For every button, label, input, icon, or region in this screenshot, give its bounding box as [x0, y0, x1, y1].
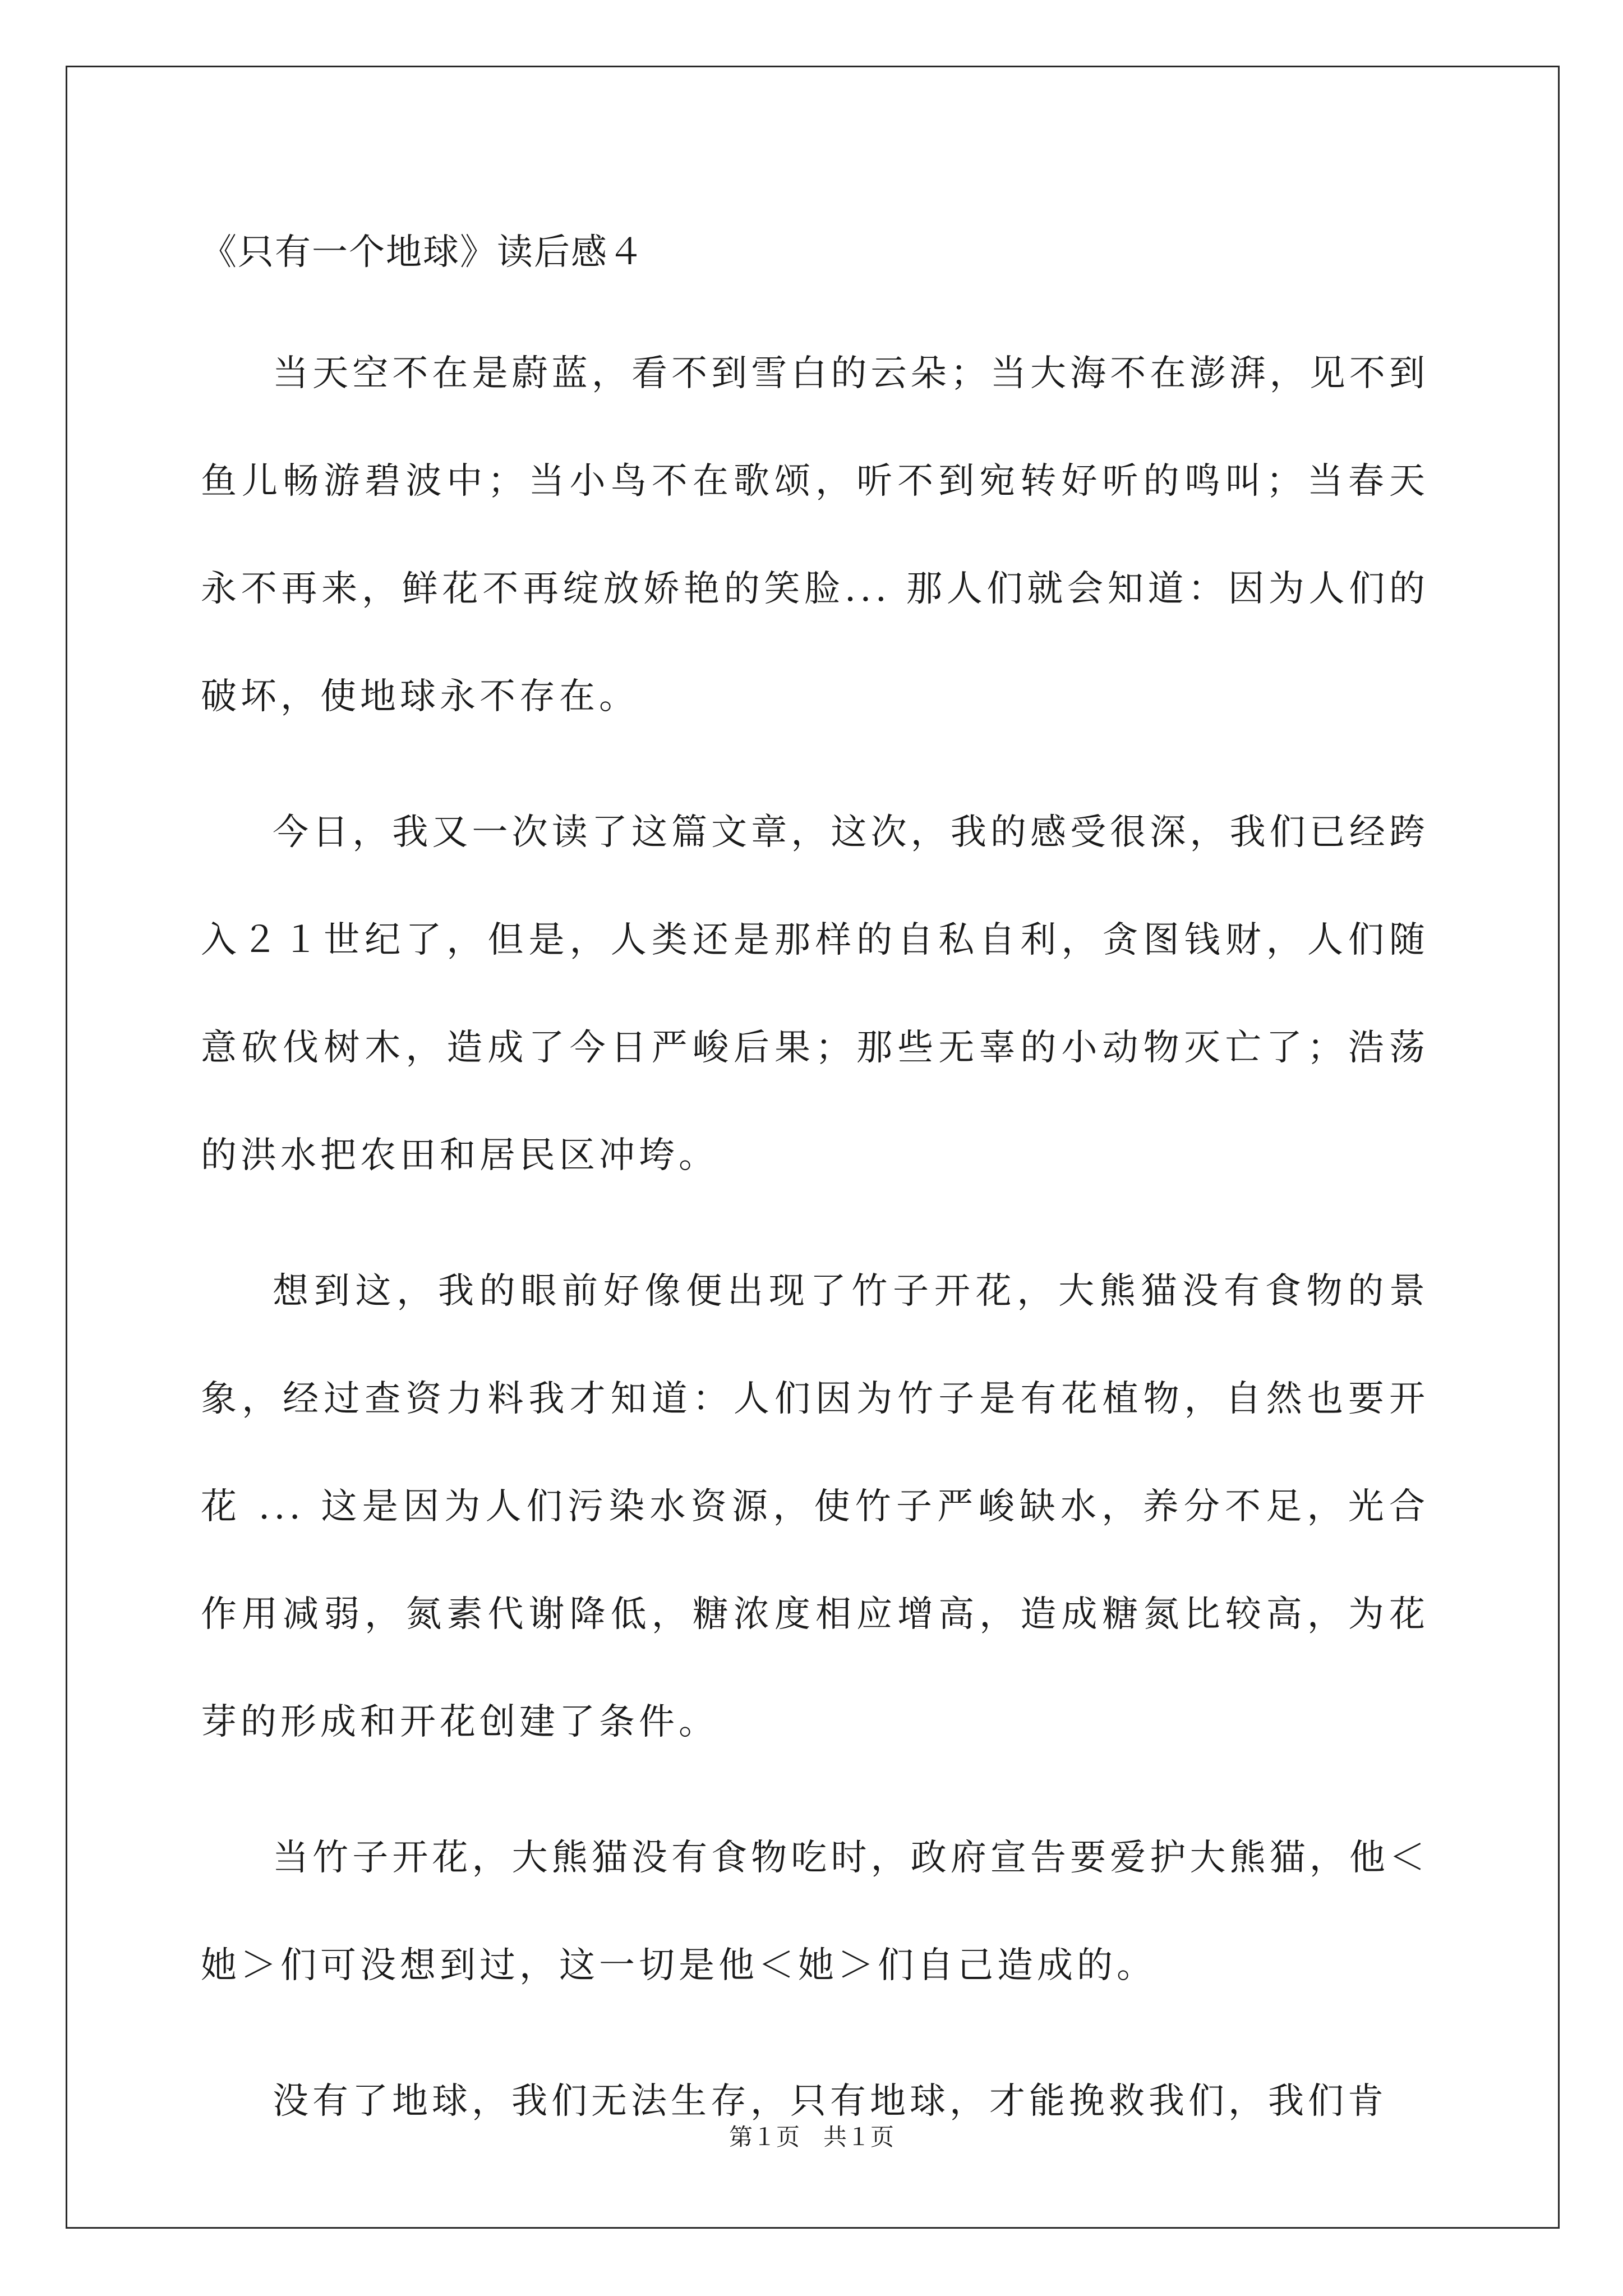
paragraph-4: 当竹子开花，大熊猫没有食物吃时，政府宣告要爱护大熊猫，他＜她＞们可没想到过，这一切是他＜她＞们自己造成的。 [201, 1837, 1429, 1986]
document-body [201, 320, 1429, 2155]
paragraph-3: 想到这，我的眼前好像便出现了竹子开花，大熊猫没有食物的景象，经过查资力料我才知道：人们因为竹子是有花植物，自然也要开花 ... 这是因为人们污染水资源，使竹子严峻缺水，养分不足，光合作用减弱，氮素代谢降低，糖浓度相应增高，造成糖氮比较高，为花芽的形成和开花创建了条件。 [201, 1271, 1429, 1743]
paragraph-5: 没有了地球，我们无法生存，只有地球，才能挽救我们，我们肯 [273, 2081, 1387, 2122]
page-footer: 第１页 共１页 [728, 2123, 894, 2151]
paragraph-1: 当天空不在是蔚蓝，看不到雪白的云朵；当大海不在澎湃，见不到鱼儿畅游碧波中；当小鸟不在歌颂，听不到宛转好听的鸣叫；当春天永不再来，鲜花不再绽放娇艳的笑脸... 那人们就会知道：因为人们的破坏，使地球永不存在。 [201, 353, 1429, 717]
paragraph-2: 今日，我又一次读了这篇文章，这次，我的感受很深，我们已经跨入２１世纪了，但是，人类还是那样的自私自利，贪图钱财，人们随意砍伐树木，造成了今日严峻后果；那些无辜的小动物灭亡了；浩荡的洪水把农田和居民区冲垮。 [201, 812, 1429, 1176]
document-title: 《只有一个地球》读后感４ [201, 232, 645, 273]
